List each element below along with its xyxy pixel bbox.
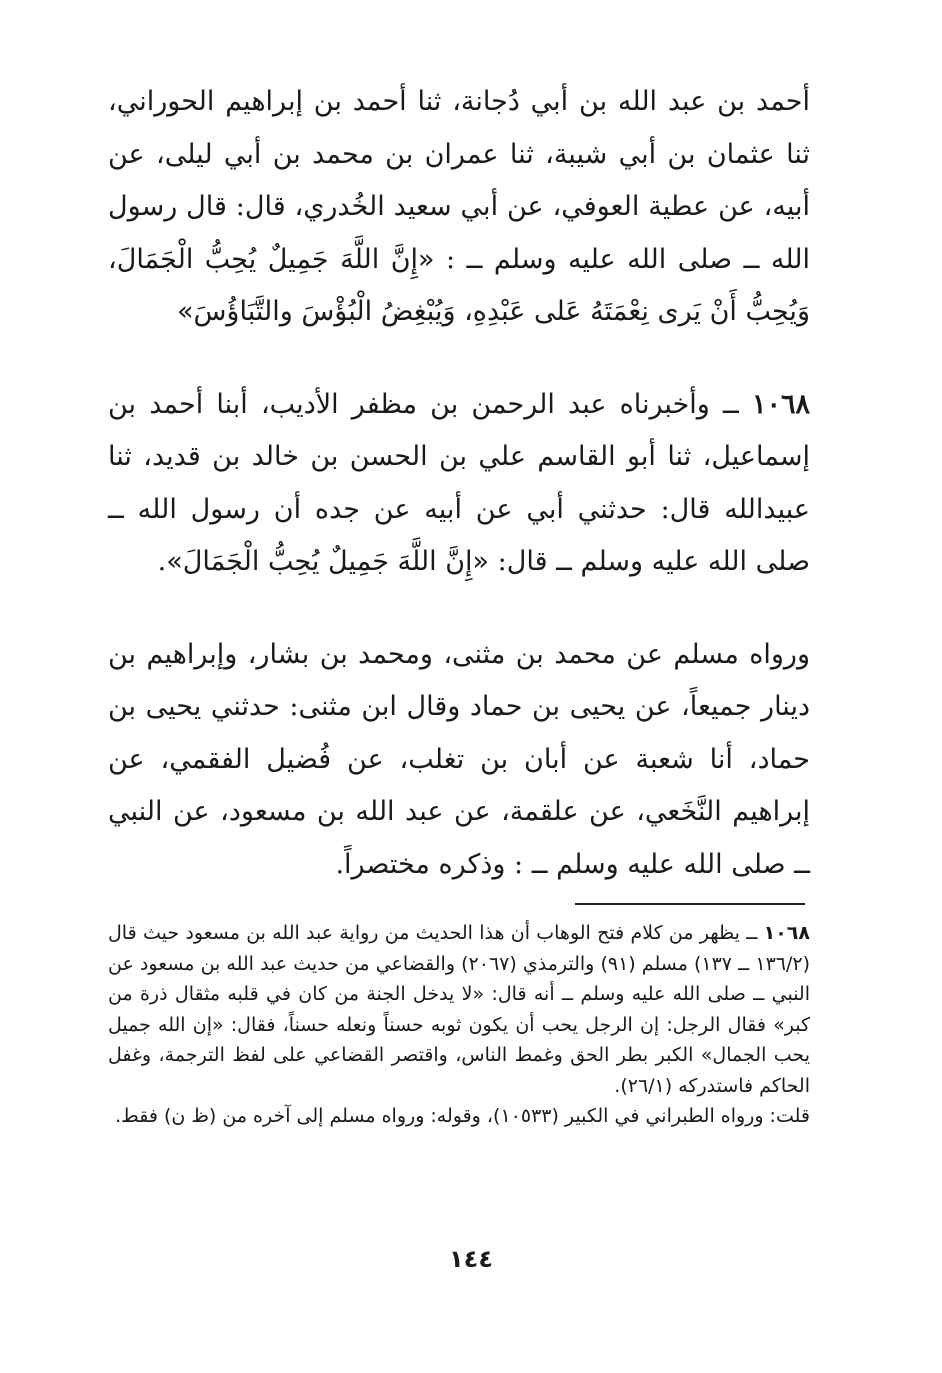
footnotes (108, 918, 810, 1132)
main-text (108, 76, 810, 891)
footnote-number: ١٠٦٨ (763, 922, 810, 944)
paragraph-3 (108, 629, 810, 892)
hadith-quote-1: «إِنَّ اللَّهَ جَمِيلٌ يُحِبُّ الْجَمَالَ، وَيُحِبُّ أَنْ يَرى نِعْمَتَهُ عَلى عَبْدِهِ، وَيُبْغِضُ الْبُؤْسَ والتَّبَاؤُسَ» (108, 243, 810, 327)
paragraph-2-end: . (157, 546, 167, 577)
footnote-1 (108, 918, 810, 1101)
paragraph-3-text: ورواه مسلم عن محمد بن مثنى، ومحمد بن بشار، وإبراهيم بن دينار جميعاً، عن يحيى بن حماد وقال ابن مثنى: حدثني يحيى بن حماد، أنا شعبة عن أبان بن تغلب، عن فُضيل الفقمي، عن إبراهيم النَّخَعي، عن علقمة، عن عبد الله بن مسعود، عن النبي ــ صلى الله عليه وسلم ــ : وذكره مختصراً. (108, 638, 810, 880)
page-number: ١٤٤ (449, 1245, 493, 1273)
paragraph-2-text: ــ وأخبرناه عبد الرحمن بن مظفر الأديب، أبنا أحمد بن إسماعيل، ثنا أبو القاسم علي بن الحسن بن خالد بن قديد، ثنا عبيدالله قال: حدثني أبي عن أبيه عن جده أن رسول الله ــ صلى الله عليه وسلم ــ قال: (108, 388, 810, 577)
footnote-2 (108, 1101, 810, 1132)
paragraph-1-text: أحمد بن عبد الله بن أبي دُجانة، ثنا أحمد بن إبراهيم الحوراني، ثنا عثمان بن أبي شيبة، ثنا عمران بن محمد بن أبي ليلى، عن أبيه، عن عطية العوفي، عن أبي سعيد الخُدري، قال: قال رسول الله ــ صلى الله عليه وسلم ــ : (108, 86, 810, 275)
paragraph-1 (108, 76, 810, 339)
hadith-number: ١٠٦٨ (751, 388, 810, 420)
footnote-divider (575, 903, 805, 905)
hadith-quote-2: «إِنَّ اللَّهَ جَمِيلٌ يُحِبُّ الْجَمَالَ» (166, 546, 490, 577)
footnote-1-text: ــ يظهر من كلام فتح الوهاب أن هذا الحديث من رواية عبد الله بن مسعود حيث قال (١٣٦/٢ ــ ١٣٧) مسلم (٩١) والترمذي (٢٠٦٧) والقضاعي من حديث عبد الله بن مسعود عن النبي ــ صلى الله عليه وسلم ــ أنه قال: «لا يدخل الجنة من كان في قلبه مثقال ذرة من كبر» فقال الرجل: إن الرجل يحب أن يكون ثوبه حسناً ونعله حسناً، فقال: «إن الله جميل يحب الجمال» الكبر بطر الحق وغمط الناس، واقتصر القضاعي على لفظ الترجمة، وغفل الحاكم فاستدركه (٢٦/١). (108, 922, 811, 1097)
footnote-2-text: قلت: ورواه الطبراني في الكبير (١٠٥٣٣)، وقوله: ورواه مسلم إلى آخره من (ظ ن) فقط. (115, 1105, 810, 1127)
paragraph-2 (108, 379, 810, 589)
